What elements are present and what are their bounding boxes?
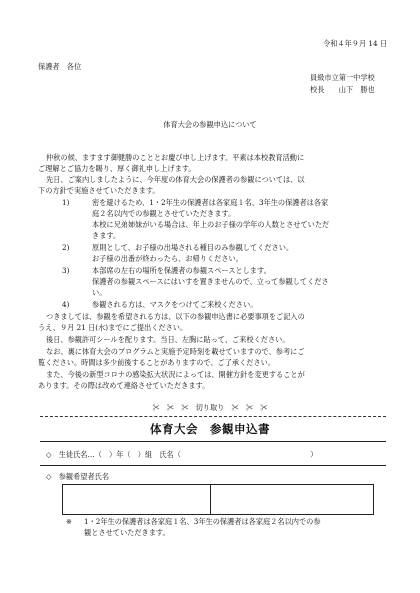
paragraph-line: なお、裏に体育大会のプログラムと実施予定時刻を載せていますので、参考にご: [46, 347, 305, 356]
guardian-name-label: ◇ 参観希望者氏名: [46, 472, 110, 481]
item-line: 密を避けるため、1・2年生の保護者は各家庭１名、3年生の保護者は各家: [92, 198, 329, 207]
form-title: 体育大会 参観申込書: [150, 422, 270, 436]
form-rule: [40, 465, 386, 466]
note-line: 観とさせていただきます。: [84, 528, 170, 537]
cut-divider: [40, 416, 386, 417]
guardian-name-box-frame: [62, 484, 374, 515]
item-line: い。: [92, 288, 107, 297]
item-number: 3): [62, 266, 70, 275]
item-line: 本校に兄弟姉妹がいる場合は、年上のお子様の学年の人数とさせていただ: [92, 220, 330, 229]
item-line: 保護者の参観スペースにはいすを置きませんので、立って参観してくださ: [92, 277, 329, 286]
principal-name: 校長 山下 勝也: [310, 85, 375, 94]
item-line: きます。: [92, 231, 121, 240]
item-line: 参観される方は、マスクをつけてご来校ください。: [92, 300, 258, 309]
paragraph-line: 覧ください。時間は多少前後することがありますので、ご了承ください。: [38, 358, 276, 367]
note-mark: ※: [66, 517, 73, 526]
paragraph-line: ご理解とご協力を賜り、厚く御礼申し上げます。: [38, 164, 196, 173]
paragraph-line: うえ、９月 21 日(水)までにご提出ください。: [38, 323, 188, 332]
form-title-rule: [40, 441, 386, 442]
paragraph-line: つきましては、参観を希望される方は、以下の参観申込書に必要事項をご記入の: [46, 312, 305, 321]
paragraph-line: 仲秋の候、ますます御健勝のこととお慶び申し上げます。平素は本校教育活動に: [46, 153, 305, 162]
paragraph-line: 後日、参観許可シールを配ります。当日、左胸に貼って、ご来校ください。: [46, 335, 290, 344]
item-line: 原則として、お子様の出場される種目のみ参観してください。: [92, 243, 294, 252]
paragraph-line: あります。その際は改めて連絡させていただきます。: [38, 381, 210, 390]
school-name: 員級市立第一中学校: [310, 73, 375, 82]
student-name-row: ◇ 生徒氏名…（ ）年（ ）組 氏名（ ）: [46, 450, 318, 459]
item-number: 4): [62, 300, 70, 309]
item-line: お子様の出番が終わったら、お帰りください。: [92, 254, 243, 263]
cut-label: ✂ ✂ ✂ 切り取り ✂ ✂ ✂: [152, 403, 268, 412]
date: 令和４年９月 14 日: [323, 39, 388, 48]
item-number: 1): [62, 198, 70, 207]
item-line: 庭２名以内での参観とさせていただきます。: [92, 209, 236, 218]
item-line: 本部席の左右の場所を保護者の参観スペースとします。: [92, 266, 271, 275]
recipient: 保護者 各位: [38, 62, 82, 71]
paragraph-line: 下の方針で実施させていただきます。: [38, 186, 160, 195]
paragraph-line: 先日、ご案内しましたように、今年度の体育大会の保護者の参観については、以: [46, 175, 305, 184]
note-line: 1・2年生の保護者は各家庭１名、3年生の保護者は各家庭２名以内での参: [84, 517, 321, 526]
document-title: 体育大会の参観申込について: [163, 120, 257, 129]
paragraph-line: また、今後の新型コロナの感染拡大状況によっては、開催方針を変更することが: [46, 370, 305, 379]
item-number: 2): [62, 243, 70, 252]
guardian-box-divider: [210, 484, 211, 514]
